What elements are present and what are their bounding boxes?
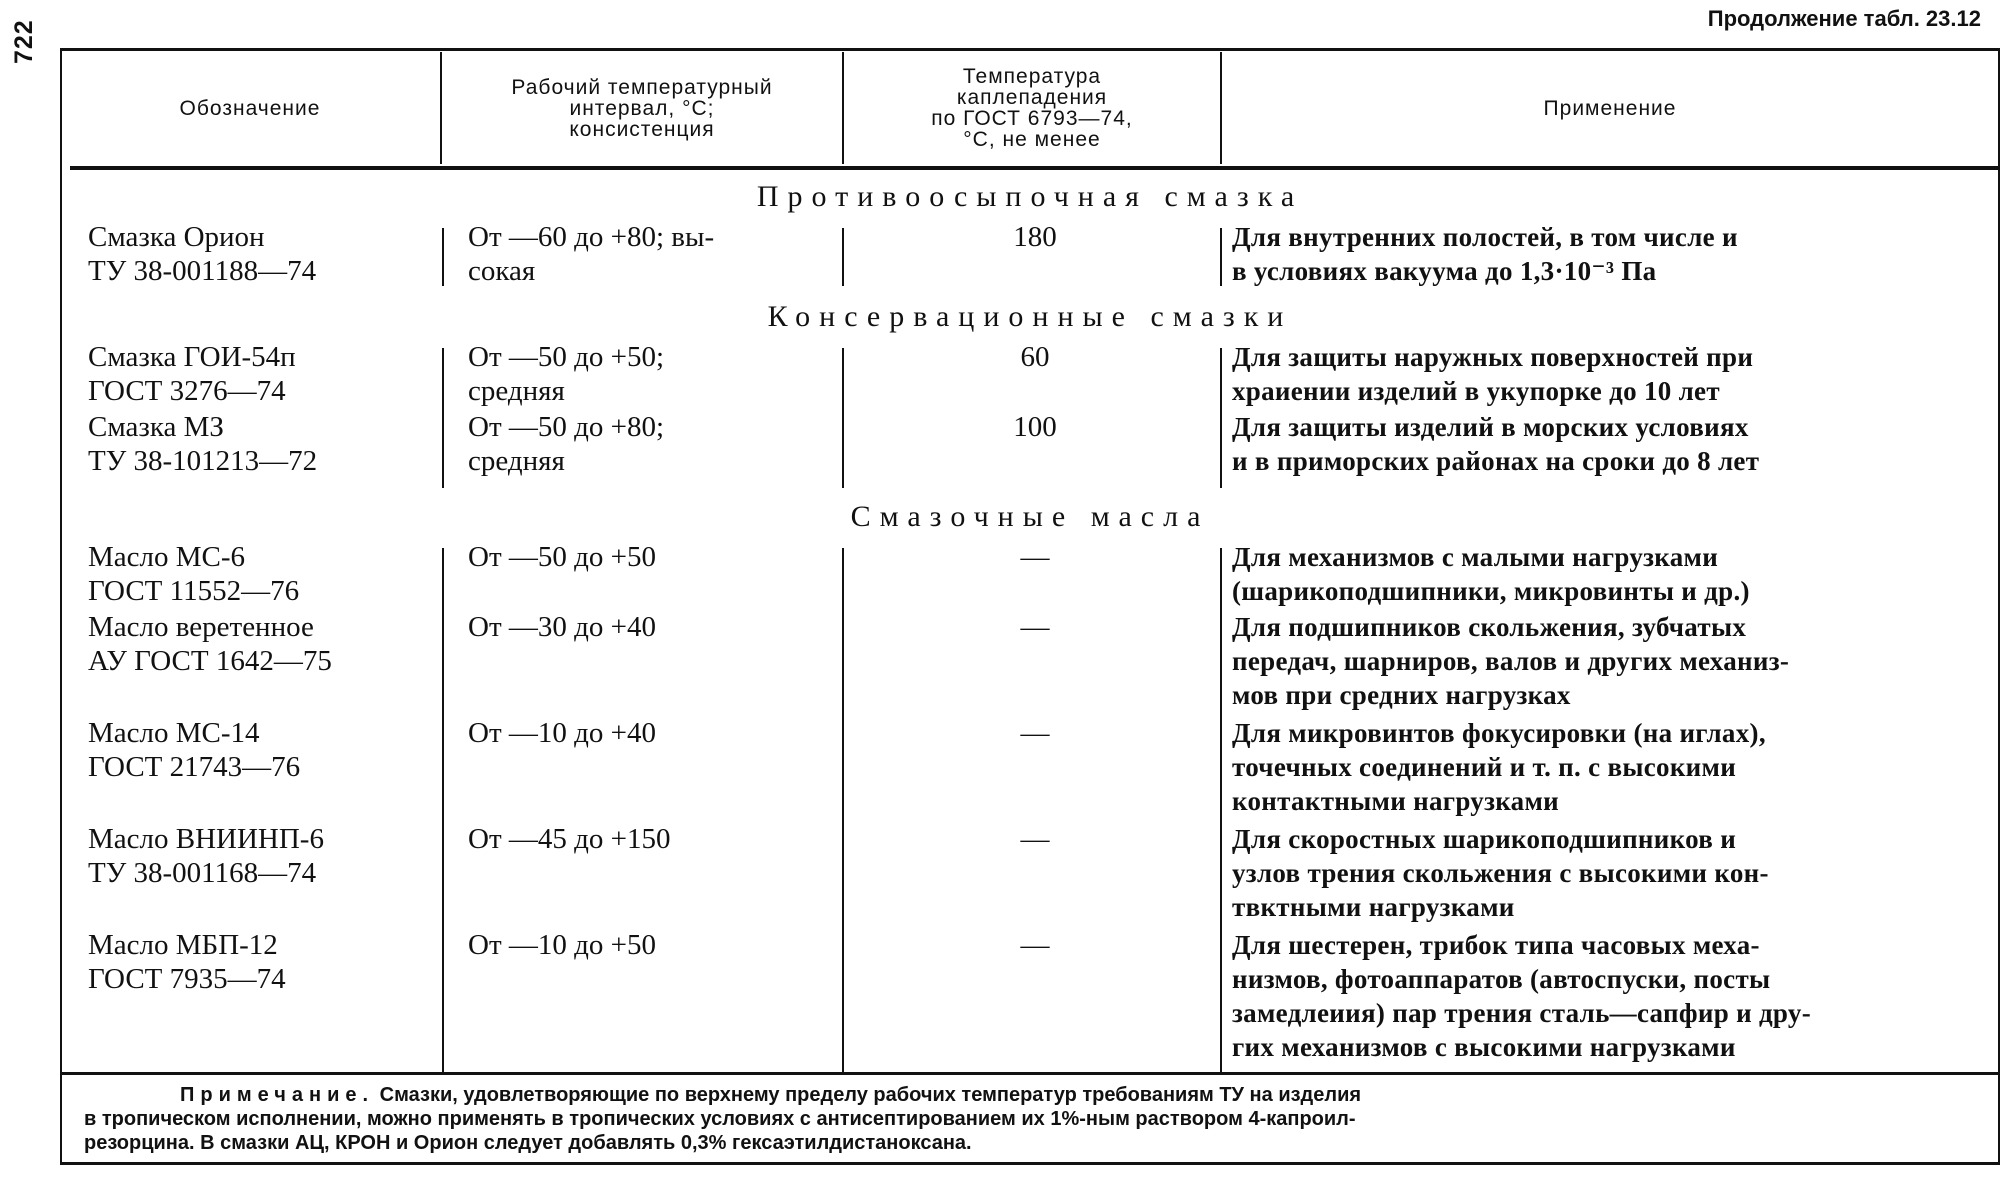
- table-footnote: [60, 1078, 1998, 1162]
- table-top-rule: [60, 48, 2000, 51]
- table-body-rule: [60, 1072, 2000, 1075]
- row-designation: Смазка ГОИ-54п ГОСТ 3276—74: [88, 341, 296, 407]
- row-application: Для скоростных шарикоподшипников и узлов трения скольжения с высокими кон- твктными нагрузками: [1232, 824, 1769, 922]
- header-application: Применение: [1543, 96, 1677, 120]
- section-title: Смазочные масла: [850, 500, 1210, 533]
- row-application: Для защиты наружных поверхностей при храиении изделий в укупорке до 10 лет: [1232, 342, 1754, 406]
- table-left-border: [60, 48, 62, 1164]
- row-designation: Масло ВНИИНП-6 ТУ 38-001168—74: [88, 823, 324, 889]
- row-drop-point: —: [1020, 929, 1050, 961]
- table-right-border: [1998, 48, 2000, 1164]
- row-drop-point: —: [1020, 611, 1050, 643]
- row-range: От —50 до +80; средняя: [468, 411, 665, 477]
- section-title: Консервационные смазки: [767, 300, 1293, 333]
- footnote-line: в тропическом исполнении, можно применять в тропических условиях с антисептированием их 1%-ным раствором 4-капроил-: [84, 1108, 1356, 1130]
- row-drop-point: —: [1020, 717, 1050, 749]
- row-range: От —45 до +150: [468, 823, 671, 855]
- header-drop-point: Температура каплепадения по ГОСТ 6793—74, °С, не менее: [931, 65, 1133, 151]
- footnote-label: Примечание.: [180, 1084, 375, 1106]
- row-application: Для механизмов с малыми нагрузками (шарикоподшипники, микровинты и др.): [1232, 542, 1750, 606]
- row-range: От —50 до +50: [468, 541, 656, 573]
- row-designation: Масло МБП-12 ГОСТ 7935—74: [88, 929, 286, 995]
- row-application: Для шестерен, трибок типа часовых меха- низмов, фотоаппаратов (автоспуски, посты замедлеиия) пар трения сталь—сапфир и дру- гих механизмов с высокими нагрузками: [1232, 930, 1811, 1062]
- footnote-text: Смазки, удовлетворяющие по верхнему пределу рабочих температур требованиям ТУ на изделия: [379, 1084, 1362, 1106]
- column-separator: [1220, 228, 1222, 286]
- row-designation: Масло веретенное АУ ГОСТ 1642—75: [88, 611, 332, 677]
- section-title: Противоосыпочная смазка: [756, 180, 1304, 213]
- row-designation: Масло МС-14 ГОСТ 21743—76: [88, 717, 301, 783]
- page-number: 722: [10, 19, 38, 64]
- row-range: От —60 до +80; вы- сокая: [468, 221, 715, 287]
- row-range: От —10 до +50: [468, 929, 656, 961]
- table-bottom-rule: [60, 1162, 2000, 1165]
- column-separator: [1220, 348, 1222, 488]
- footnote-line: резорцина. В смазки АЦ, КРОН и Орион следует добавлять 0,3% гексаэтилдистаноксана.: [84, 1132, 972, 1154]
- row-range: От —50 до +50; средняя: [468, 341, 665, 407]
- row-range: От —10 до +40: [468, 717, 656, 749]
- row-application: Для микровинтов фокусировки (на иглах), точечных соединений и т. п. с высокими контактными нагрузками: [1232, 718, 1766, 816]
- header-temp-range: Рабочий температурный интервал, °С; консистенция: [511, 75, 773, 141]
- row-designation: Смазка МЗ ТУ 38-101213—72: [88, 411, 318, 477]
- footnote-line: [180, 1084, 1361, 1106]
- column-separator: [1220, 548, 1222, 1072]
- header-rule: [70, 166, 2000, 170]
- row-drop-point: 60: [1020, 341, 1050, 373]
- header-designation: Обозначение: [179, 96, 321, 120]
- row-drop-point: 100: [1013, 411, 1057, 443]
- data-table: [60, 48, 2000, 1168]
- row-application: Для подшипников скольжения, зубчатых передач, шарниров, валов и других механиз- мов при средних нагрузках: [1232, 612, 1790, 710]
- row-designation: Масло МС-6 ГОСТ 11552—76: [88, 541, 300, 607]
- continuation-caption: Продолжение табл. 23.12: [1707, 6, 1981, 31]
- row-drop-point: —: [1020, 541, 1050, 573]
- row-range: От —30 до +40: [468, 611, 656, 643]
- row-application: Для внутренних полостей, в том числе и в условиях вакуума до 1,3·10⁻³ Па: [1232, 222, 1738, 286]
- row-designation: Смазка Орион ТУ 38-001188—74: [88, 221, 317, 287]
- row-drop-point: —: [1020, 823, 1050, 855]
- row-application: Для защиты изделий в морских условиях и в приморских районах на сроки до 8 лет: [1232, 412, 1760, 476]
- row-drop-point: 180: [1013, 221, 1057, 253]
